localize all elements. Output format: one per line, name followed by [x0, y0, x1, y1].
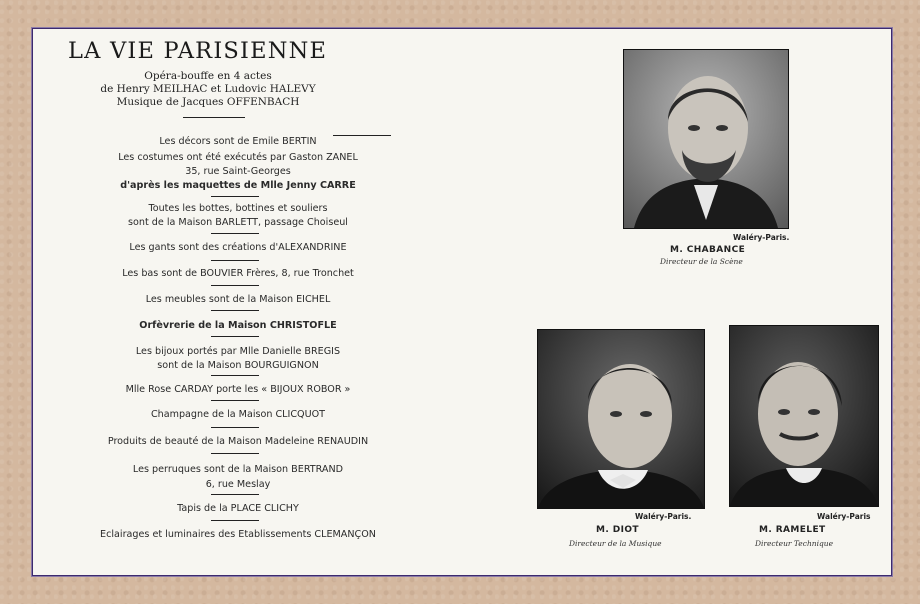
credit-line: Produits de beauté de la Maison Madeleine RENAUDIN — [107, 436, 369, 447]
portrait-photo-ramelet — [729, 325, 879, 507]
credit-line: Les costumes ont été exécutés par Gaston ZANEL — [118, 152, 358, 163]
credit-line: Mlle Rose CARDAY porte les « BIJOUX ROBOR » — [125, 384, 351, 395]
divider — [183, 117, 245, 118]
photo-credit: Waléry-Paris. — [733, 233, 790, 242]
portrait-role: Directeur de la Musique — [569, 539, 662, 548]
divider — [211, 196, 259, 197]
credit-line: Toutes les bottes, bottines et souliers — [148, 203, 328, 214]
credit-line: 6, rue Meslay — [205, 479, 271, 490]
portrait-photo-diot — [537, 329, 705, 509]
divider — [211, 494, 259, 495]
portrait-role: Directeur de la Scène — [660, 257, 743, 266]
subtitle-line: Musique de Jacques OFFENBACH — [116, 96, 300, 108]
credit-line: Les meubles sont de la Maison EICHEL — [145, 294, 331, 305]
photo-credit: Waléry-Paris — [817, 512, 871, 521]
divider — [211, 375, 259, 376]
divider — [211, 233, 259, 234]
portrait-photo-chabance — [623, 49, 789, 229]
credit-line: Les bijoux portés par Mlle Danielle BREGIS — [135, 346, 341, 357]
credit-line: Les décors sont de Emile BERTIN — [159, 136, 317, 147]
programme-page — [32, 28, 892, 576]
divider — [211, 260, 259, 261]
divider — [211, 285, 259, 286]
credit-line: 35, rue Saint-Georges — [185, 166, 291, 177]
portrait-name: M. CHABANCE — [670, 245, 746, 255]
divider — [211, 310, 259, 311]
photo-credit: Waléry-Paris. — [635, 512, 692, 521]
credit-line: Les bas sont de BOUVIER Frères, 8, rue Tronchet — [122, 268, 354, 279]
credit-line: Tapis de la PLACE CLICHY — [177, 503, 299, 514]
subtitle-line: Opéra-bouffe en 4 actes — [144, 70, 272, 82]
credit-line: d'après les maquettes de Mlle Jenny CARRE — [120, 180, 356, 191]
divider — [211, 400, 259, 401]
credit-line: sont de la Maison BOURGUIGNON — [157, 360, 319, 371]
portrait-name: M. DIOT — [596, 525, 639, 535]
credit-line: sont de la Maison BARLETT, passage Choiseul — [128, 217, 348, 228]
portrait-name: M. RAMELET — [759, 525, 826, 535]
credit-line: Les gants sont des créations d'ALEXANDRINE — [129, 242, 347, 253]
credits-column — [33, 29, 453, 575]
divider — [211, 336, 259, 337]
credit-line: Les perruques sont de la Maison BERTRAND — [132, 464, 344, 475]
portrait-role: Directeur Technique — [755, 539, 834, 548]
credit-line: Orfèvrerie de la Maison CHRISTOFLE — [139, 320, 337, 331]
credit-line: Champagne de la Maison CLICQUOT — [150, 409, 326, 420]
subtitle-line: de Henry MEILHAC et Ludovic HALEVY — [100, 83, 316, 95]
page-title: LA VIE PARISIENNE — [68, 38, 328, 64]
divider — [211, 520, 259, 521]
divider — [211, 427, 259, 428]
credit-line: Eclairages et luminaires des Etablissements CLEMANÇON — [100, 529, 376, 540]
divider — [211, 453, 259, 454]
